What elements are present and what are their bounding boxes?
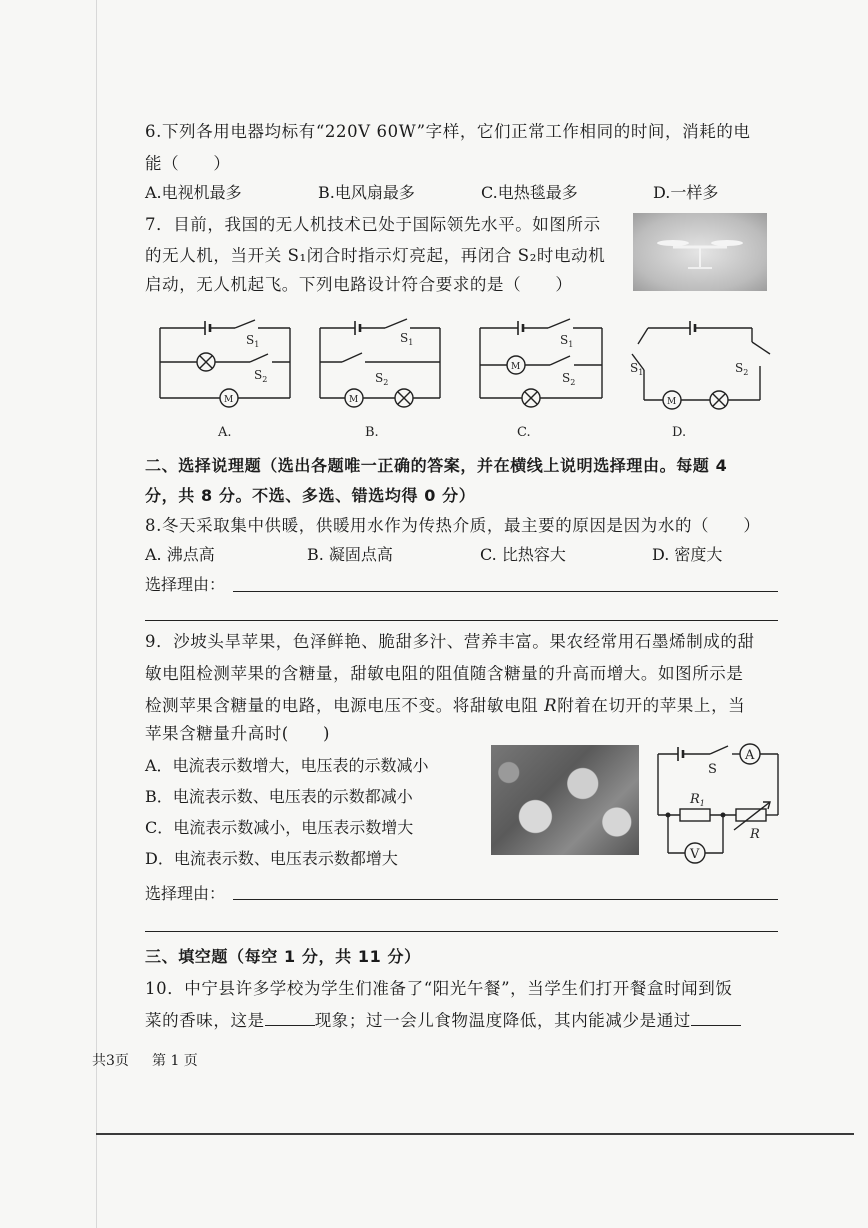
circuit-d-s1-label: $S_1$ <box>630 361 644 377</box>
apple-photo <box>491 745 639 855</box>
circuit-b-s1-label: $S_1$ <box>400 331 414 347</box>
q9-line3: 检测苹果含糖量的电路，电源电压不变。将甜敏电阻 R附着在切开的苹果上，当 <box>145 696 746 715</box>
circuit-b-label: B. <box>365 425 379 440</box>
q6-option-d: D.一样多 <box>653 183 719 202</box>
section2-line1: 二、选择说理题（选出各题唯一正确的答案，并在横线上说明选择理由。每题 4 <box>145 456 728 475</box>
r1-label: $R_1$ <box>690 792 705 808</box>
circuit-c-s1-label: $S_1$ <box>560 333 574 349</box>
q6-line1: 6.下列各用电器均标有“220V 60W”字样，它们正常工作相同的时间，消耗的电 <box>145 122 751 141</box>
q8-reason-line-1[interactable] <box>233 591 778 592</box>
drone-icon <box>633 213 767 291</box>
circuit-c <box>480 319 602 407</box>
q9-reason-line-2[interactable] <box>145 931 778 932</box>
section3-title: 三、填空题（每空 1 分，共 11 分） <box>145 947 421 966</box>
drone-photo <box>633 213 767 291</box>
circuit-d <box>632 321 770 409</box>
circuit-a-motor: M <box>224 395 234 405</box>
q10-blank-1[interactable] <box>265 1011 315 1026</box>
circuit-b-s2-label: $S_2$ <box>375 371 389 387</box>
q6-option-b: B.电风扇最多 <box>318 183 415 202</box>
circuit-a <box>160 320 290 407</box>
q9-line1: 9．沙坡头旱苹果，色泽鲜艳、脆甜多汁、营养丰富。果农经常用石墨烯制成的甜 <box>145 632 755 651</box>
circuit-c-motor: M <box>511 362 521 372</box>
q10-line2: 菜的香味，这是 现象；过一会儿食物温度降低，其内能减少是通过 <box>145 1007 741 1031</box>
circuit-a-s2-label: $S_2$ <box>254 368 268 384</box>
q7-line3: 启动，无人机起飞。下列电路设计符合要求的是（ ） <box>145 275 573 294</box>
q9-reason-line-1[interactable] <box>233 899 778 900</box>
q8-reason-line-2[interactable] <box>145 620 778 621</box>
ammeter-icon: A <box>745 748 755 763</box>
q9-option-a: A．电流表示数增大，电压表的示数减小 <box>145 756 429 775</box>
q6-option-c: C.电热毯最多 <box>481 183 578 202</box>
circuit-b-motor: M <box>349 395 359 405</box>
q7-line2: 的无人机，当开关 S₁闭合时指示灯亮起，再闭合 S₂时电动机 <box>145 246 606 265</box>
circuit-d-label: D. <box>672 425 687 440</box>
q9-reason-label: 选择理由： <box>145 884 226 903</box>
q8-reason-label: 选择理由： <box>145 575 226 594</box>
circuit-a-s1-label: $S_1$ <box>246 333 260 349</box>
circuit-b <box>320 319 440 407</box>
circuit-c-s2-label: $S_2$ <box>562 371 576 387</box>
q10-blank-2[interactable] <box>691 1011 741 1026</box>
bottom-rule <box>96 1133 854 1135</box>
circuit-a-label: A. <box>218 425 232 440</box>
page-edge <box>96 0 97 1228</box>
q6-option-a: A.电视机最多 <box>145 183 242 202</box>
q7-line1: 7．目前，我国的无人机技术已处于国际领先水平。如图所示 <box>145 215 601 234</box>
circuit-d-motor: M <box>667 397 677 407</box>
section2-line2: 分，共 8 分。不选、多选、错选均得 0 分） <box>145 486 476 505</box>
r-label: R <box>750 827 760 842</box>
q9-option-b: B．电流表示数、电压表的示数都减小 <box>145 787 413 806</box>
footer-page-number: 第 1 页 <box>152 1053 198 1069</box>
q8-option-d: D. 密度大 <box>652 545 723 564</box>
q7-circuit-diagrams <box>150 310 790 445</box>
q6-line2: 能（ ） <box>145 154 231 173</box>
q9-circuit-diagram <box>650 740 790 870</box>
q9-line2: 敏电阻检测苹果的含糖量，甜敏电阻的阻值随含糖量的升高而增大。如图所示是 <box>145 664 744 683</box>
q9-option-d: D．电流表示数、电压表示数都增大 <box>145 849 398 868</box>
q8-option-c: C. 比热容大 <box>480 545 566 564</box>
footer-total-pages: 共3页 <box>92 1053 129 1069</box>
voltmeter-icon: V <box>690 847 700 862</box>
q8-line1: 8.冬天采取集中供暖，供暖用水作为传热介质，最主要的原因是因为水的（ ） <box>145 516 761 535</box>
q8-option-b: B. 凝固点高 <box>307 545 393 564</box>
q8-option-a: A. 沸点高 <box>145 545 215 564</box>
q9-switch-label: S <box>708 762 717 777</box>
circuit-c-label: C. <box>517 425 531 440</box>
circuit-d-s2-label: $S_2$ <box>735 361 749 377</box>
q9-line4: 苹果含糖量升高时( ) <box>145 724 331 743</box>
q9-option-c: C．电流表示数减小，电压表示数增大 <box>145 818 414 837</box>
q10-line1: 10．中宁县许多学校为学生们准备了“阳光午餐”，当学生们打开餐盒时闻到饭 <box>145 979 733 998</box>
